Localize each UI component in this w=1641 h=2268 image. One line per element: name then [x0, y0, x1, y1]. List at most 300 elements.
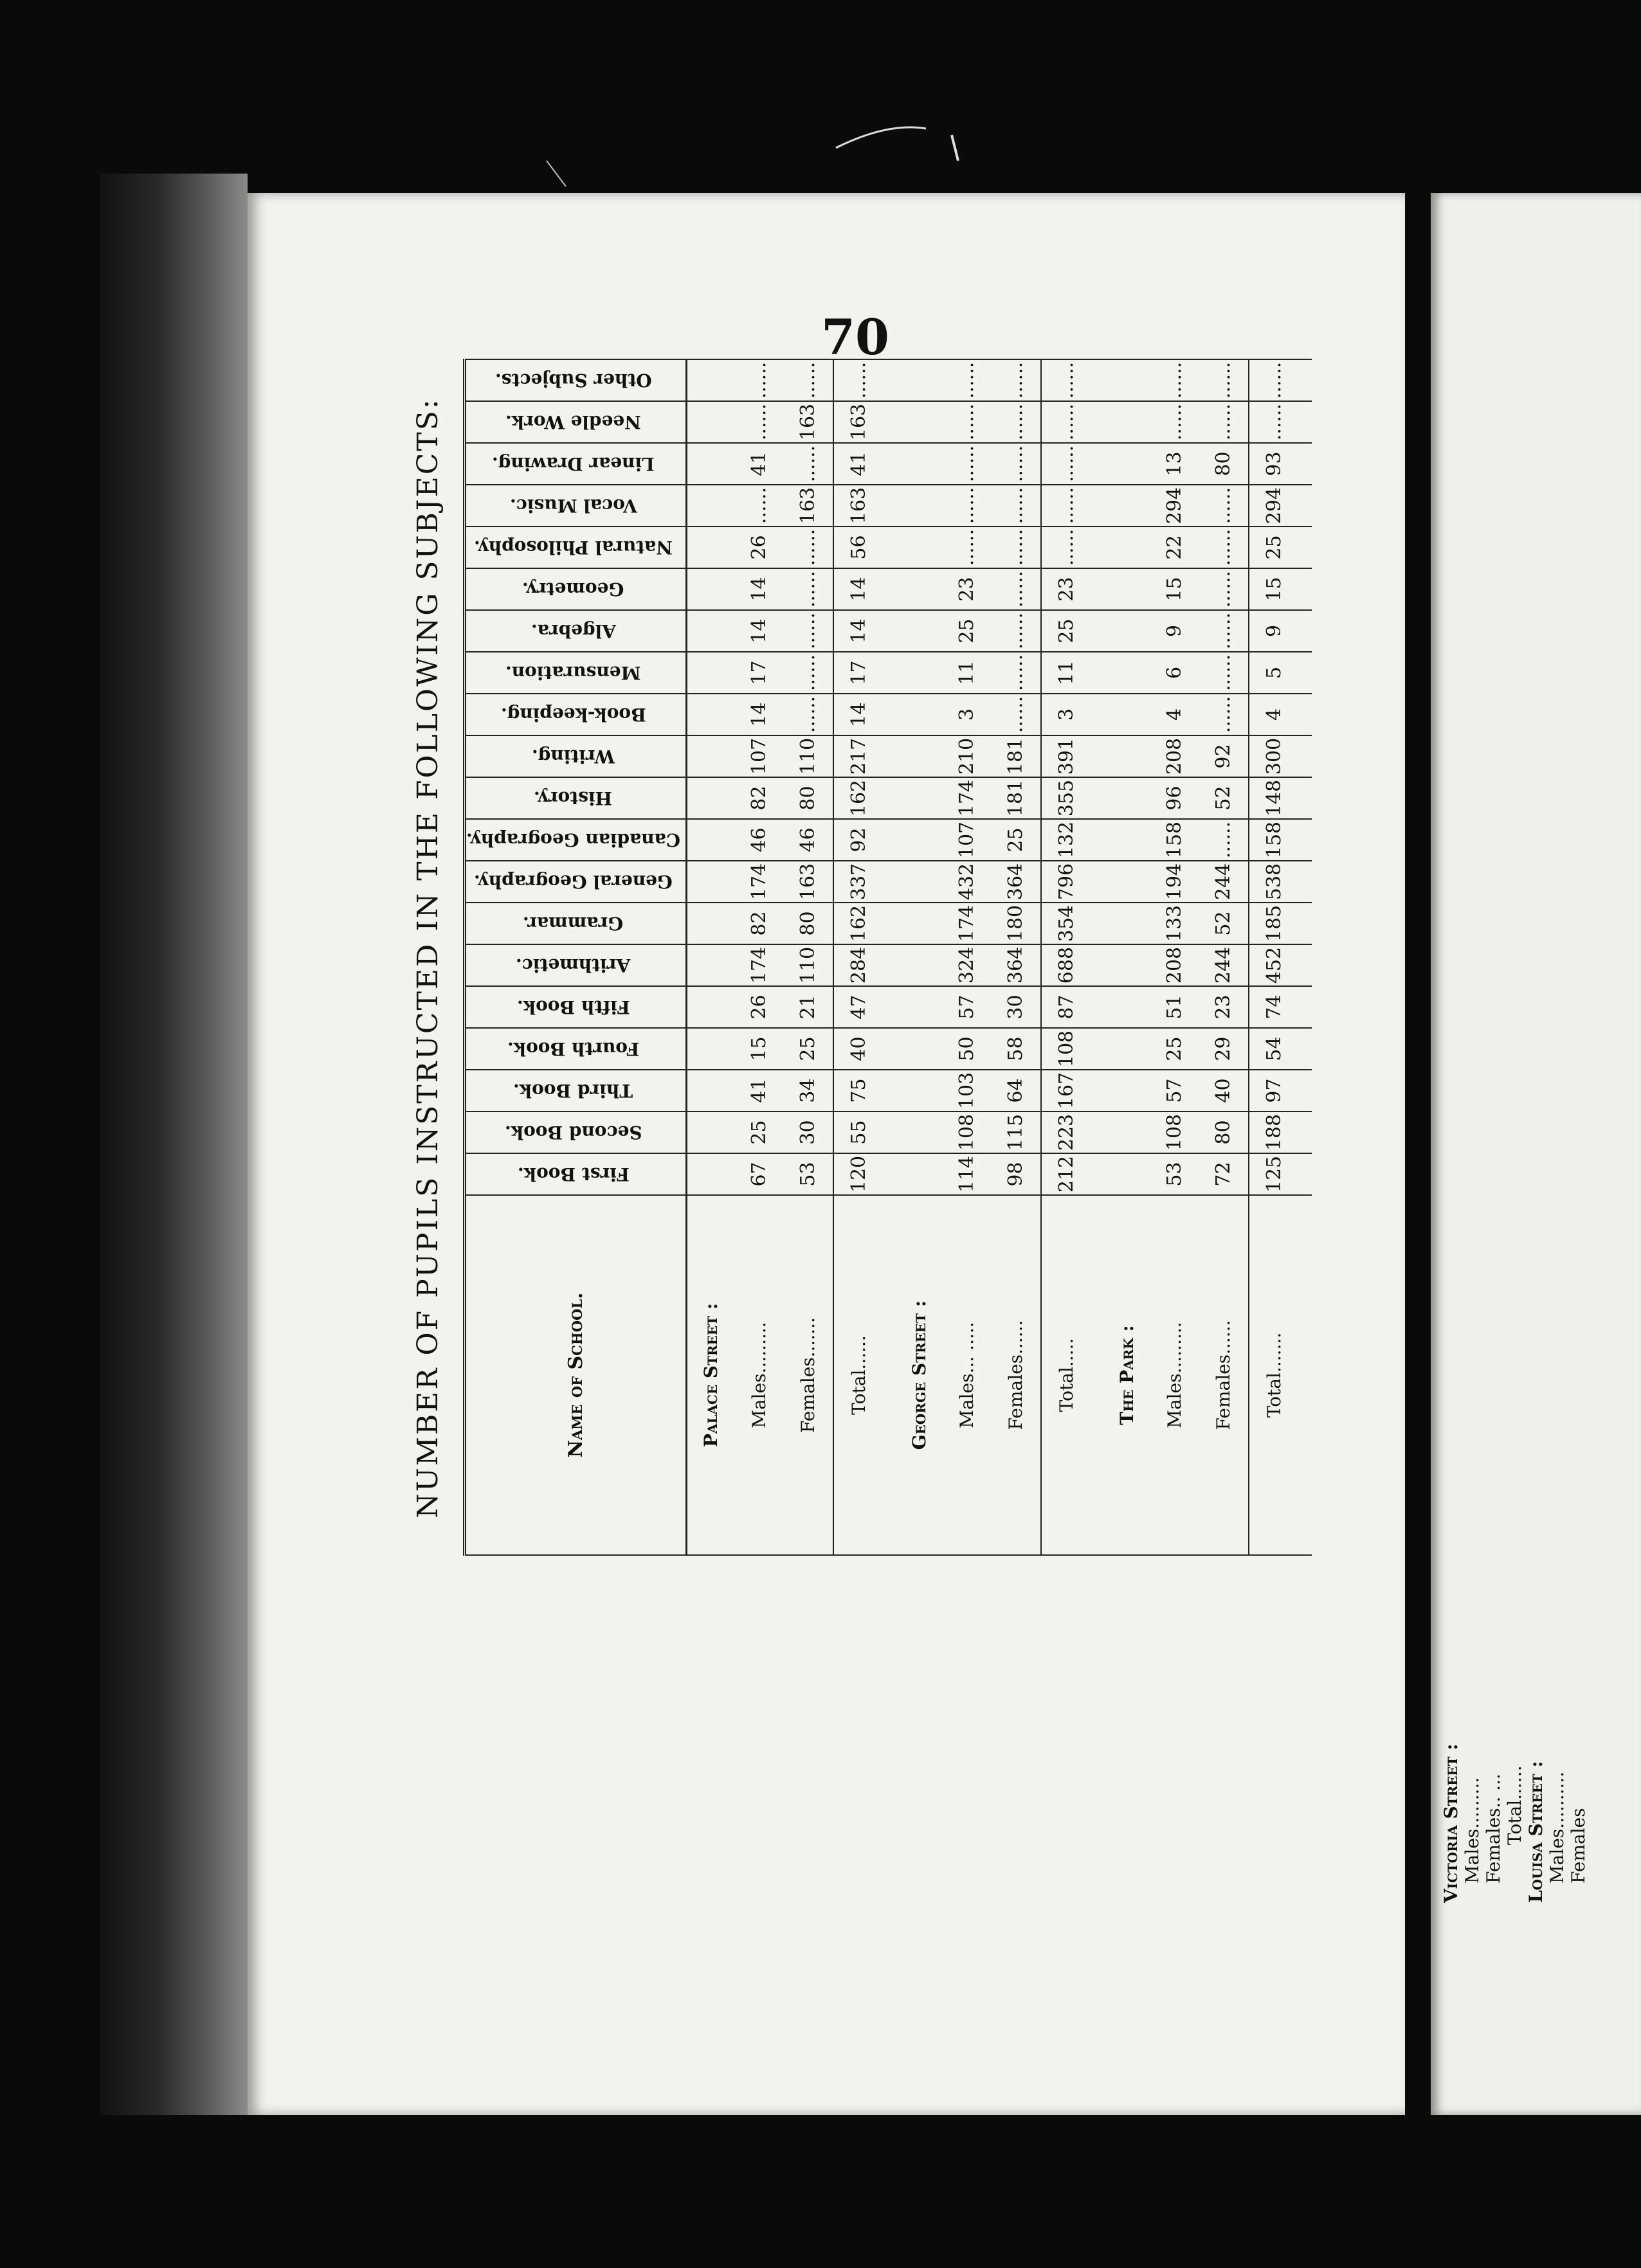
- column-header-geometry: Geometry.: [465, 568, 687, 610]
- fragment-school-louisa: Louisa Street :: [1525, 1761, 1546, 1903]
- column-header-vocal-music: Vocal Music.: [465, 485, 687, 526]
- empty-cell: [687, 735, 735, 777]
- value-cell: 244: [1199, 861, 1249, 903]
- empty-cell: [884, 694, 896, 735]
- value-cell: ......: [991, 443, 1041, 485]
- empty-cell: [884, 568, 896, 610]
- empty-cell: [687, 861, 735, 903]
- table-title: NUMBER OF PUPILS INSTRUCTED IN THE FOLLOWING SUBJECTS:: [412, 397, 444, 1518]
- total-row: [833, 359, 884, 1555]
- value-cell: ......: [942, 485, 991, 526]
- column-header-mensuration: Mensuration.: [465, 652, 687, 694]
- value-cell: 87: [1041, 986, 1091, 1028]
- empty-cell: [687, 526, 735, 568]
- empty-cell: [896, 610, 942, 652]
- value-cell: 75: [833, 1070, 884, 1112]
- empty-cell: [1091, 526, 1104, 568]
- empty-cell: [687, 1153, 735, 1195]
- empty-cell: [1091, 1112, 1104, 1153]
- empty-cell: [1299, 986, 1312, 1028]
- value-cell: 23: [942, 568, 991, 610]
- value-cell: 300: [1249, 735, 1299, 777]
- empty-cell: [1091, 568, 1104, 610]
- empty-cell: [896, 986, 942, 1028]
- empty-cell: [1091, 401, 1104, 443]
- value-cell: ......: [942, 443, 991, 485]
- value-cell: ......: [734, 359, 783, 401]
- empty-cell: [1299, 1195, 1312, 1555]
- value-cell: 17: [734, 652, 783, 694]
- school-name-row: [896, 359, 942, 1555]
- table-body: [687, 359, 1312, 1555]
- value-cell: 64: [991, 1070, 1041, 1112]
- value-cell: 80: [783, 777, 833, 819]
- value-cell: 294: [1150, 485, 1199, 526]
- empty-cell: [896, 485, 942, 526]
- value-cell: 9: [1150, 610, 1199, 652]
- value-cell: 26: [734, 986, 783, 1028]
- value-cell: 25: [734, 1112, 783, 1153]
- empty-cell: [687, 944, 735, 986]
- value-cell: ......: [1249, 401, 1299, 443]
- value-cell: 115: [991, 1112, 1041, 1153]
- value-cell: 108: [1150, 1112, 1199, 1153]
- value-cell: 80: [783, 903, 833, 944]
- value-cell: 54: [1249, 1028, 1299, 1070]
- empty-cell: [1091, 735, 1104, 777]
- empty-cell: [1091, 861, 1104, 903]
- empty-cell: [687, 1112, 735, 1153]
- empty-cell: [1299, 1070, 1312, 1112]
- column-header-canadian-geography: Canadian Geography.: [465, 819, 687, 861]
- value-cell: 67: [734, 1153, 783, 1195]
- spacer-row: [884, 359, 896, 1555]
- empty-cell: [1299, 526, 1312, 568]
- empty-cell: [884, 903, 896, 944]
- empty-cell: [687, 694, 735, 735]
- value-cell: ......: [991, 610, 1041, 652]
- value-cell: ......: [1199, 652, 1249, 694]
- book-spine: [100, 174, 248, 2115]
- empty-cell: [1104, 443, 1150, 485]
- value-cell: 14: [833, 568, 884, 610]
- header-row: [465, 359, 687, 1555]
- value-cell: 57: [1150, 1070, 1199, 1112]
- value-cell: 217: [833, 735, 884, 777]
- empty-cell: [1091, 944, 1104, 986]
- column-header-history: History.: [465, 777, 687, 819]
- empty-cell: [1104, 1070, 1150, 1112]
- value-cell: 74: [1249, 986, 1299, 1028]
- value-cell: 163: [833, 485, 884, 526]
- value-cell: 96: [1150, 777, 1199, 819]
- value-cell: 58: [991, 1028, 1041, 1070]
- value-cell: ......: [1199, 610, 1249, 652]
- column-header-needle-work: Needle Work.: [465, 401, 687, 443]
- empty-cell: [687, 443, 735, 485]
- value-cell: 174: [734, 944, 783, 986]
- empty-cell: [687, 652, 735, 694]
- value-cell: ......: [783, 526, 833, 568]
- row-label-total: Total.....: [1041, 1195, 1091, 1555]
- empty-cell: [1104, 903, 1150, 944]
- spacer-row: [1299, 359, 1312, 1555]
- value-cell: 355: [1041, 777, 1091, 819]
- spacer-row: [1091, 359, 1104, 1555]
- value-cell: 3: [1041, 694, 1091, 735]
- empty-cell: [1104, 694, 1150, 735]
- value-cell: 364: [991, 861, 1041, 903]
- value-cell: 41: [734, 1070, 783, 1112]
- value-cell: ......: [1199, 485, 1249, 526]
- empty-cell: [1091, 986, 1104, 1028]
- row-label-males: Males... .....: [942, 1195, 991, 1555]
- value-cell: 364: [991, 944, 1041, 986]
- empty-cell: [1104, 986, 1150, 1028]
- value-cell: ......: [942, 526, 991, 568]
- value-cell: 174: [734, 861, 783, 903]
- females-row: [1199, 359, 1249, 1555]
- value-cell: 41: [734, 443, 783, 485]
- value-cell: 208: [1150, 944, 1199, 986]
- column-header-book-keeping: Book-keeping.: [465, 694, 687, 735]
- value-cell: 125: [1249, 1153, 1299, 1195]
- empty-cell: [896, 819, 942, 861]
- empty-cell: [1091, 610, 1104, 652]
- value-cell: 15: [1150, 568, 1199, 610]
- value-cell: 15: [734, 1028, 783, 1070]
- empty-cell: [687, 1028, 735, 1070]
- column-header-name: Name of School.: [465, 1195, 687, 1555]
- value-cell: 25: [1249, 526, 1299, 568]
- value-cell: 9: [1249, 610, 1299, 652]
- empty-cell: [687, 777, 735, 819]
- value-cell: 132: [1041, 819, 1091, 861]
- value-cell: 538: [1249, 861, 1299, 903]
- column-header-fifth-book: Fifth Book.: [465, 986, 687, 1028]
- value-cell: 208: [1150, 735, 1199, 777]
- value-cell: 163: [783, 861, 833, 903]
- empty-cell: [1091, 1070, 1104, 1112]
- value-cell: 14: [833, 694, 884, 735]
- value-cell: ......: [1199, 568, 1249, 610]
- empty-cell: [884, 777, 896, 819]
- value-cell: 174: [942, 777, 991, 819]
- value-cell: 5: [1249, 652, 1299, 694]
- value-cell: 51: [1150, 986, 1199, 1028]
- next-page-fragment: [1440, 1517, 1620, 1903]
- value-cell: 41: [833, 443, 884, 485]
- value-cell: 34: [783, 1070, 833, 1112]
- value-cell: 4: [1150, 694, 1199, 735]
- value-cell: ......: [1041, 526, 1091, 568]
- value-cell: 55: [833, 1112, 884, 1153]
- empty-cell: [884, 443, 896, 485]
- value-cell: ......: [1150, 401, 1199, 443]
- value-cell: 47: [833, 986, 884, 1028]
- value-cell: 284: [833, 944, 884, 986]
- value-cell: 50: [942, 1028, 991, 1070]
- empty-cell: [1104, 861, 1150, 903]
- value-cell: 324: [942, 944, 991, 986]
- empty-cell: [1091, 652, 1104, 694]
- value-cell: 796: [1041, 861, 1091, 903]
- total-row: [1041, 359, 1091, 1555]
- column-header-first-book: First Book.: [465, 1153, 687, 1195]
- fragment-school-victoria: Victoria Street :: [1440, 1743, 1462, 1903]
- column-header-natural-philosophy: Natural Philosophy.: [465, 526, 687, 568]
- empty-cell: [687, 568, 735, 610]
- empty-cell: [1299, 443, 1312, 485]
- males-row: [942, 359, 991, 1555]
- column-header-linear-drawing: Linear Drawing.: [465, 443, 687, 485]
- empty-cell: [1104, 1028, 1150, 1070]
- value-cell: 57: [942, 986, 991, 1028]
- value-cell: ......: [1199, 694, 1249, 735]
- row-label-total: Total......: [833, 1195, 884, 1555]
- empty-cell: [687, 401, 735, 443]
- value-cell: 15: [1249, 568, 1299, 610]
- empty-cell: [896, 903, 942, 944]
- females-row: [991, 359, 1041, 1555]
- empty-cell: [687, 485, 735, 526]
- column-header-algebra: Algebra.: [465, 610, 687, 652]
- empty-cell: [1299, 401, 1312, 443]
- column-header-general-geography: General Geography.: [465, 861, 687, 903]
- value-cell: 108: [1041, 1028, 1091, 1070]
- value-cell: ......: [991, 401, 1041, 443]
- value-cell: 29: [1199, 1028, 1249, 1070]
- empty-cell: [1091, 485, 1104, 526]
- males-row: [1150, 359, 1199, 1555]
- value-cell: 3: [942, 694, 991, 735]
- page-number: 70: [821, 309, 889, 366]
- value-cell: ......: [734, 401, 783, 443]
- value-cell: ......: [942, 401, 991, 443]
- school-name-row: [1104, 359, 1150, 1555]
- value-cell: 188: [1249, 1112, 1299, 1153]
- value-cell: ......: [991, 359, 1041, 401]
- value-cell: ......: [1041, 359, 1091, 401]
- value-cell: ......: [991, 568, 1041, 610]
- empty-cell: [1091, 694, 1104, 735]
- empty-cell: [1104, 777, 1150, 819]
- row-label-males: Males.........: [1150, 1195, 1199, 1555]
- value-cell: 23: [1199, 986, 1249, 1028]
- value-cell: ......: [1199, 819, 1249, 861]
- empty-cell: [1091, 903, 1104, 944]
- value-cell: ......: [991, 485, 1041, 526]
- value-cell: ......: [1150, 359, 1199, 401]
- value-cell: ......: [991, 526, 1041, 568]
- value-cell: 4: [1249, 694, 1299, 735]
- empty-cell: [1299, 610, 1312, 652]
- empty-cell: [1091, 1195, 1104, 1555]
- empty-cell: [1299, 903, 1312, 944]
- value-cell: ......: [783, 568, 833, 610]
- value-cell: 80: [1199, 1112, 1249, 1153]
- empty-cell: [1299, 861, 1312, 903]
- value-cell: 223: [1041, 1112, 1091, 1153]
- value-cell: 22: [1150, 526, 1199, 568]
- fragment-victoria-females-label: Females.. ...: [1483, 1773, 1504, 1884]
- value-cell: 17: [833, 652, 884, 694]
- empty-cell: [884, 1195, 896, 1555]
- value-cell: ......: [1041, 443, 1091, 485]
- column-header-second-book: Second Book.: [465, 1112, 687, 1153]
- value-cell: 354: [1041, 903, 1091, 944]
- empty-cell: [884, 485, 896, 526]
- empty-cell: [896, 526, 942, 568]
- school-name: George Street :: [896, 1195, 942, 1555]
- value-cell: 337: [833, 861, 884, 903]
- empty-cell: [896, 652, 942, 694]
- row-label-females: Females.......: [783, 1195, 833, 1555]
- empty-cell: [687, 986, 735, 1028]
- value-cell: 244: [1199, 944, 1249, 986]
- value-cell: 52: [1199, 903, 1249, 944]
- value-cell: 14: [833, 610, 884, 652]
- row-label-females: Females......: [991, 1195, 1041, 1555]
- value-cell: ......: [1199, 401, 1249, 443]
- empty-cell: [1104, 944, 1150, 986]
- value-cell: 53: [783, 1153, 833, 1195]
- empty-cell: [884, 526, 896, 568]
- fragment-louisa-females-label: Females: [1568, 1808, 1589, 1884]
- value-cell: ......: [1199, 526, 1249, 568]
- empty-cell: [1091, 1028, 1104, 1070]
- school-name-row: [687, 359, 735, 1555]
- empty-cell: [1091, 443, 1104, 485]
- value-cell: 92: [1199, 735, 1249, 777]
- value-cell: 163: [783, 401, 833, 443]
- empty-cell: [1104, 735, 1150, 777]
- value-cell: 133: [1150, 903, 1199, 944]
- column-header-third-book: Third Book.: [465, 1070, 687, 1112]
- value-cell: ......: [1041, 485, 1091, 526]
- value-cell: 181: [991, 735, 1041, 777]
- value-cell: ......: [783, 610, 833, 652]
- value-cell: 53: [1150, 1153, 1199, 1195]
- empty-cell: [1299, 777, 1312, 819]
- value-cell: 194: [1150, 861, 1199, 903]
- value-cell: ......: [1041, 401, 1091, 443]
- value-cell: 107: [942, 819, 991, 861]
- value-cell: 148: [1249, 777, 1299, 819]
- empty-cell: [1091, 819, 1104, 861]
- empty-cell: [1299, 735, 1312, 777]
- empty-cell: [1299, 485, 1312, 526]
- value-cell: 25: [1150, 1028, 1199, 1070]
- empty-cell: [896, 735, 942, 777]
- value-cell: 107: [734, 735, 783, 777]
- value-cell: 82: [734, 903, 783, 944]
- fragment-victoria-males-label: Males.........: [1462, 1777, 1483, 1884]
- value-cell: 56: [833, 526, 884, 568]
- value-cell: 52: [1199, 777, 1249, 819]
- empty-cell: [896, 861, 942, 903]
- fragment-louisa-males-label: Males..........: [1546, 1771, 1568, 1884]
- empty-cell: [687, 903, 735, 944]
- value-cell: 452: [1249, 944, 1299, 986]
- value-cell: 162: [833, 777, 884, 819]
- school-name: Palace Street :: [687, 1195, 735, 1555]
- value-cell: 13: [1150, 443, 1199, 485]
- males-row: [734, 359, 783, 1555]
- value-cell: 25: [942, 610, 991, 652]
- empty-cell: [1104, 401, 1150, 443]
- value-cell: 180: [991, 903, 1041, 944]
- empty-cell: [896, 1153, 942, 1195]
- column-header-arithmetic: Arithmetic.: [465, 944, 687, 986]
- empty-cell: [884, 610, 896, 652]
- empty-cell: [1299, 694, 1312, 735]
- row-label-total: Total.......: [1249, 1195, 1299, 1555]
- empty-cell: [687, 819, 735, 861]
- empty-cell: [1104, 359, 1150, 401]
- empty-cell: [884, 1112, 896, 1153]
- value-cell: 212: [1041, 1153, 1091, 1195]
- value-cell: 21: [783, 986, 833, 1028]
- value-cell: 432: [942, 861, 991, 903]
- empty-cell: [1299, 819, 1312, 861]
- value-cell: 25: [991, 819, 1041, 861]
- empty-cell: [884, 652, 896, 694]
- value-cell: ......: [991, 652, 1041, 694]
- empty-cell: [1299, 944, 1312, 986]
- value-cell: 40: [1199, 1070, 1249, 1112]
- empty-cell: [1104, 610, 1150, 652]
- value-cell: ......: [783, 652, 833, 694]
- rotated-table-frame: [412, 360, 1337, 1556]
- value-cell: 25: [783, 1028, 833, 1070]
- empty-cell: [1104, 485, 1150, 526]
- empty-cell: [1299, 1153, 1312, 1195]
- empty-cell: [1104, 526, 1150, 568]
- value-cell: 120: [833, 1153, 884, 1195]
- value-cell: 92: [833, 819, 884, 861]
- value-cell: 82: [734, 777, 783, 819]
- value-cell: ......: [833, 359, 884, 401]
- value-cell: 185: [1249, 903, 1299, 944]
- value-cell: 167: [1041, 1070, 1091, 1112]
- value-cell: 158: [1249, 819, 1299, 861]
- empty-cell: [884, 1070, 896, 1112]
- value-cell: 162: [833, 903, 884, 944]
- empty-cell: [884, 1153, 896, 1195]
- value-cell: 26: [734, 526, 783, 568]
- value-cell: 46: [783, 819, 833, 861]
- pupil-subjects-table: [463, 359, 1312, 1556]
- empty-cell: [687, 610, 735, 652]
- empty-cell: [1091, 359, 1104, 401]
- value-cell: 110: [783, 944, 833, 986]
- value-cell: 163: [833, 401, 884, 443]
- value-cell: 163: [783, 485, 833, 526]
- value-cell: 114: [942, 1153, 991, 1195]
- empty-cell: [1104, 652, 1150, 694]
- empty-cell: [896, 443, 942, 485]
- fragment-victoria-total-label: Total......: [1504, 1765, 1525, 1845]
- empty-cell: [1104, 568, 1150, 610]
- value-cell: 97: [1249, 1070, 1299, 1112]
- value-cell: 25: [1041, 610, 1091, 652]
- column-header-writing: Writing.: [465, 735, 687, 777]
- value-cell: 98: [991, 1153, 1041, 1195]
- empty-cell: [884, 986, 896, 1028]
- value-cell: 103: [942, 1070, 991, 1112]
- row-label-males: Males.........: [734, 1195, 783, 1555]
